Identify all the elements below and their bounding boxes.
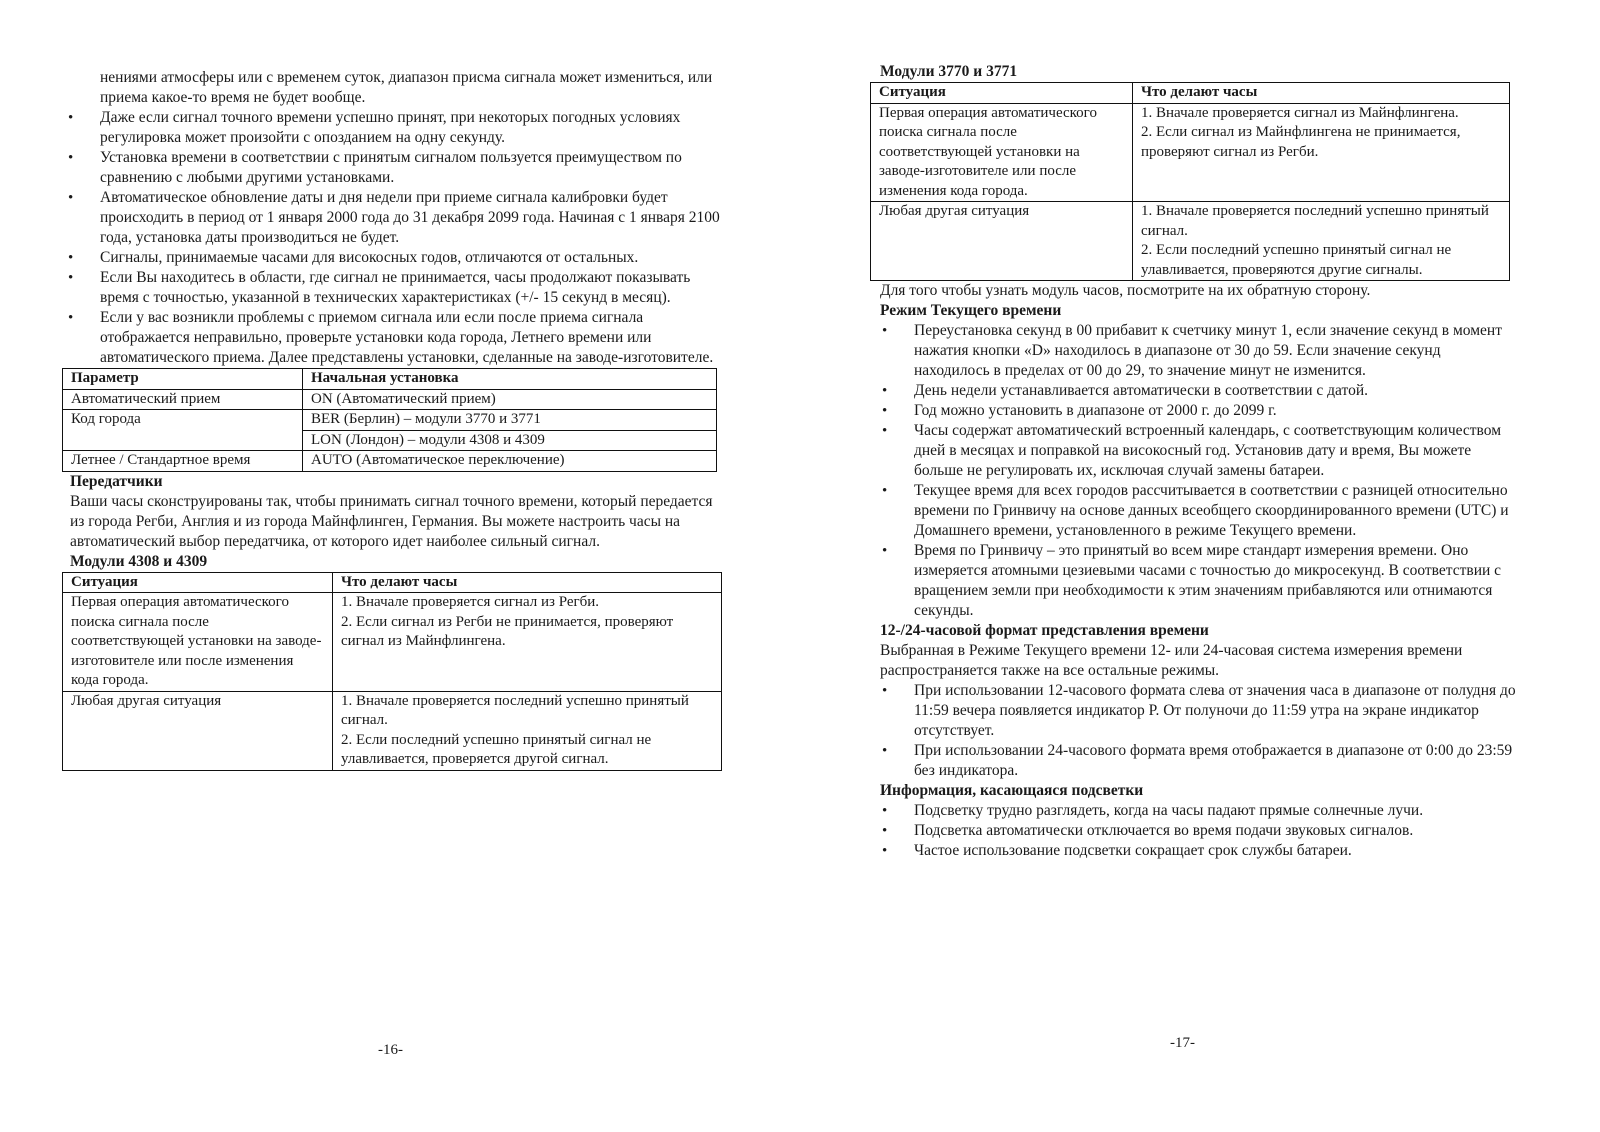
table-cell: Первая операция автоматического поиска сигнала после соответствующей установки на заводе-изготовителе или после изменения кода города. [63,593,333,692]
table-header: Начальная установка [303,369,717,390]
modules-3770-table [870,82,1510,281]
list-item: • Текущее время для всех городов рассчитывается в соответствии с разницей относительно времени по Гринвичу на основе данных всеобщего скоординированного времени (UTC) и Домашнего времени, установленного в режиме Текущего времени. [880,481,1520,541]
action-line: 2. Если сигнал из Майнфлингена не принимается, проверяют сигнал из Регби. [1141,124,1461,160]
table-cell: Любая другая ситуация [871,202,1133,281]
list-item: • Часы содержат автоматический встроенный календарь, с соответствующим количеством дней в месяцах и поправкой на високосный год. Установив дату и время, Вы можете больше не регулировать их, исключая случай замены батареи. [880,421,1520,481]
table-cell: Первая операция автоматического поиска сигнала после соответствующей установки на заводе-изготовителе или после изменения кода города. [871,103,1133,202]
action-line: 1. Вначале проверяется последний успешно принятый сигнал. [341,692,689,728]
list-item: • Установка времени в соответствии с принятым сигналом пользуется преимуществом по сравнению с любыми другими установками. [66,148,720,188]
table-header-row [63,369,717,390]
table-header: Что делают часы [1133,83,1510,104]
table-cell: BER (Берлин) – модули 3770 и 3771 [303,410,717,431]
action-line: 2. Если сигнал из Регби не принимается, проверяют сигнал из Майнфлингена. [341,613,674,649]
module-note: Для того чтобы узнать модуль часов, посмотрите на их обратную сторону. [880,282,1371,299]
list-item: • Подсветку трудно разглядеть, когда на часы падают прямые солнечные лучи. [880,801,1520,821]
list-item: • Автоматическое обновление даты и дня недели при приеме сигнала калибровки будет происходить в период от 1 января 2000 года до 31 декабря 2099 года. Начиная с 1 января 2100 года, установка даты производиться не будет. [66,188,720,248]
table-cell [333,691,722,770]
page-number-left: -16- [378,1042,403,1058]
table-cell: Автоматический прием [63,389,303,410]
table-cell [333,593,722,692]
action-line: 2. Если последний успешно принятый сигнал не улавливается, проверяются другие сигналы. [1141,242,1452,278]
list-item: • При использовании 24-часового формата время отображается в диапазоне от 0:00 до 23:59 без индикатора. [880,741,1520,781]
table-header-row [63,572,722,593]
modules-heading: Модули 3770 и 3771 [880,63,1018,80]
list-item: • При использовании 12-часового формата слева от значения часа в диапазоне от полудня до 11:59 вечера появляется индикатор P. От полуночи до 11:59 утра на экране индикатор отсутствует. [880,681,1520,741]
table-row [63,593,722,692]
list-item: • Если Вы находитесь в области, где сигнал не принимается, часы продолжают показывать время с точностью, указанной в технических характеристиках (+/- 15 секунд в месяц). [66,268,720,308]
table-cell: LON (Лондон) – модули 4308 и 4309 [303,430,717,451]
list-item: • Переустановка секунд в 00 прибавит к счетчику минут 1, если значение секунд в момент нажатия кнопки «D» находилось в диапазоне от 30 до 59. Если значение секунд находилось в пределах от 00 до 29, то значение минут не изменится. [880,321,1520,381]
table-row [63,389,717,410]
table-cell: Код города [63,410,303,451]
transmitters-heading: Передатчики [70,472,163,490]
action-line: 1. Вначале проверяется сигнал из Майнфлингена. [1141,104,1459,121]
list-item: • День недели устанавливается автоматически в соответствии с датой. [880,381,1520,401]
left-page [70,68,720,771]
table-cell: Летнее / Стандартное время [63,451,303,472]
table-cell: Любая другая ситуация [63,691,333,770]
list-item: • Частое использование подсветки сокращает срок службы батареи. [880,841,1520,861]
list-item: • Даже если сигнал точного времени успешно принят, при некоторых погодных условиях регулировка может произойти с опозданием на одну секунду. [66,108,720,148]
table-row [63,691,722,770]
action-line: 1. Вначале проверяется последний успешно принятый сигнал. [1141,203,1489,239]
table-header: Ситуация [871,83,1133,104]
backlight-bullets [880,801,1520,861]
format-text: Выбранная в Режиме Текущего времени 12- или 24-часовая система измерения времени распространяется также на все остальные режимы. [880,642,1463,679]
action-line: 2. Если последний успешно принятый сигнал не улавливается, проверяется другой сигнал. [341,731,652,767]
current-time-bullets [880,321,1520,621]
table-cell: ON (Автоматический прием) [303,389,717,410]
list-item: • Сигналы, принимаемые часами для високосных годов, отличаются от остальных. [66,248,720,268]
list-item: • Год можно установить в диапазоне от 2000 г. до 2099 г. [880,401,1520,421]
table-row [871,202,1510,281]
backlight-heading: Информация, касающаяся подсветки [880,782,1144,799]
table-header: Ситуация [63,572,333,593]
right-page [880,62,1520,861]
table-header: Параметр [63,369,303,390]
format-heading: 12-/24-часовой формат представления времени [880,622,1209,639]
table-row [63,410,717,431]
action-line: 1. Вначале проверяется сигнал из Регби. [341,594,600,610]
table-cell [1133,103,1510,202]
current-time-heading: Режим Текущего времени [880,302,1062,319]
left-bullet-list [66,108,720,368]
list-item: • Если у вас возникли проблемы с приемом сигнала или если после приема сигнала отображается неправильно, проверьте установки кода города, Летнего времени или автоматического приема. Далее представлены установки, сделанные на заводе-изготовителе. [66,308,720,368]
format-bullets [880,681,1520,781]
table-header-row [871,83,1510,104]
intro-text: нениями атмосферы или с временем суток, диапазон присма сигнала может измениться, или приема какое-то время не будет вообще. [100,69,713,106]
list-item: • Подсветка автоматически отключается во время подачи звуковых сигналов. [880,821,1520,841]
table-cell: AUTO (Автоматическое переключение) [303,451,717,472]
page-number-right: -17- [1170,1035,1195,1051]
default-settings-table [62,368,717,472]
table-cell [1133,202,1510,281]
table-row [63,451,717,472]
modules-4308-table [62,572,722,771]
list-item: • Время по Гринвичу – это принятый во всем мире стандарт измерения времени. Оно измеряется атомными цезиевыми часами с точностью до микросекунд. В соответствии с вращением земли при необходимости к этим значениям прибавляются или отнимаются секунды. [880,541,1520,621]
table-header: Что делают часы [333,572,722,593]
transmitters-text: Ваши часы сконструированы так, чтобы принимать сигнал точного времени, который передается из города Регби, Англия и из города Майнфлинген, Германия. Вы можете настроить часы на автоматический выбор передатчика, от которого идет наиболее сильный сигнал. [70,492,713,550]
table-row [871,103,1510,202]
modules-heading: Модули 4308 и 4309 [70,552,208,570]
